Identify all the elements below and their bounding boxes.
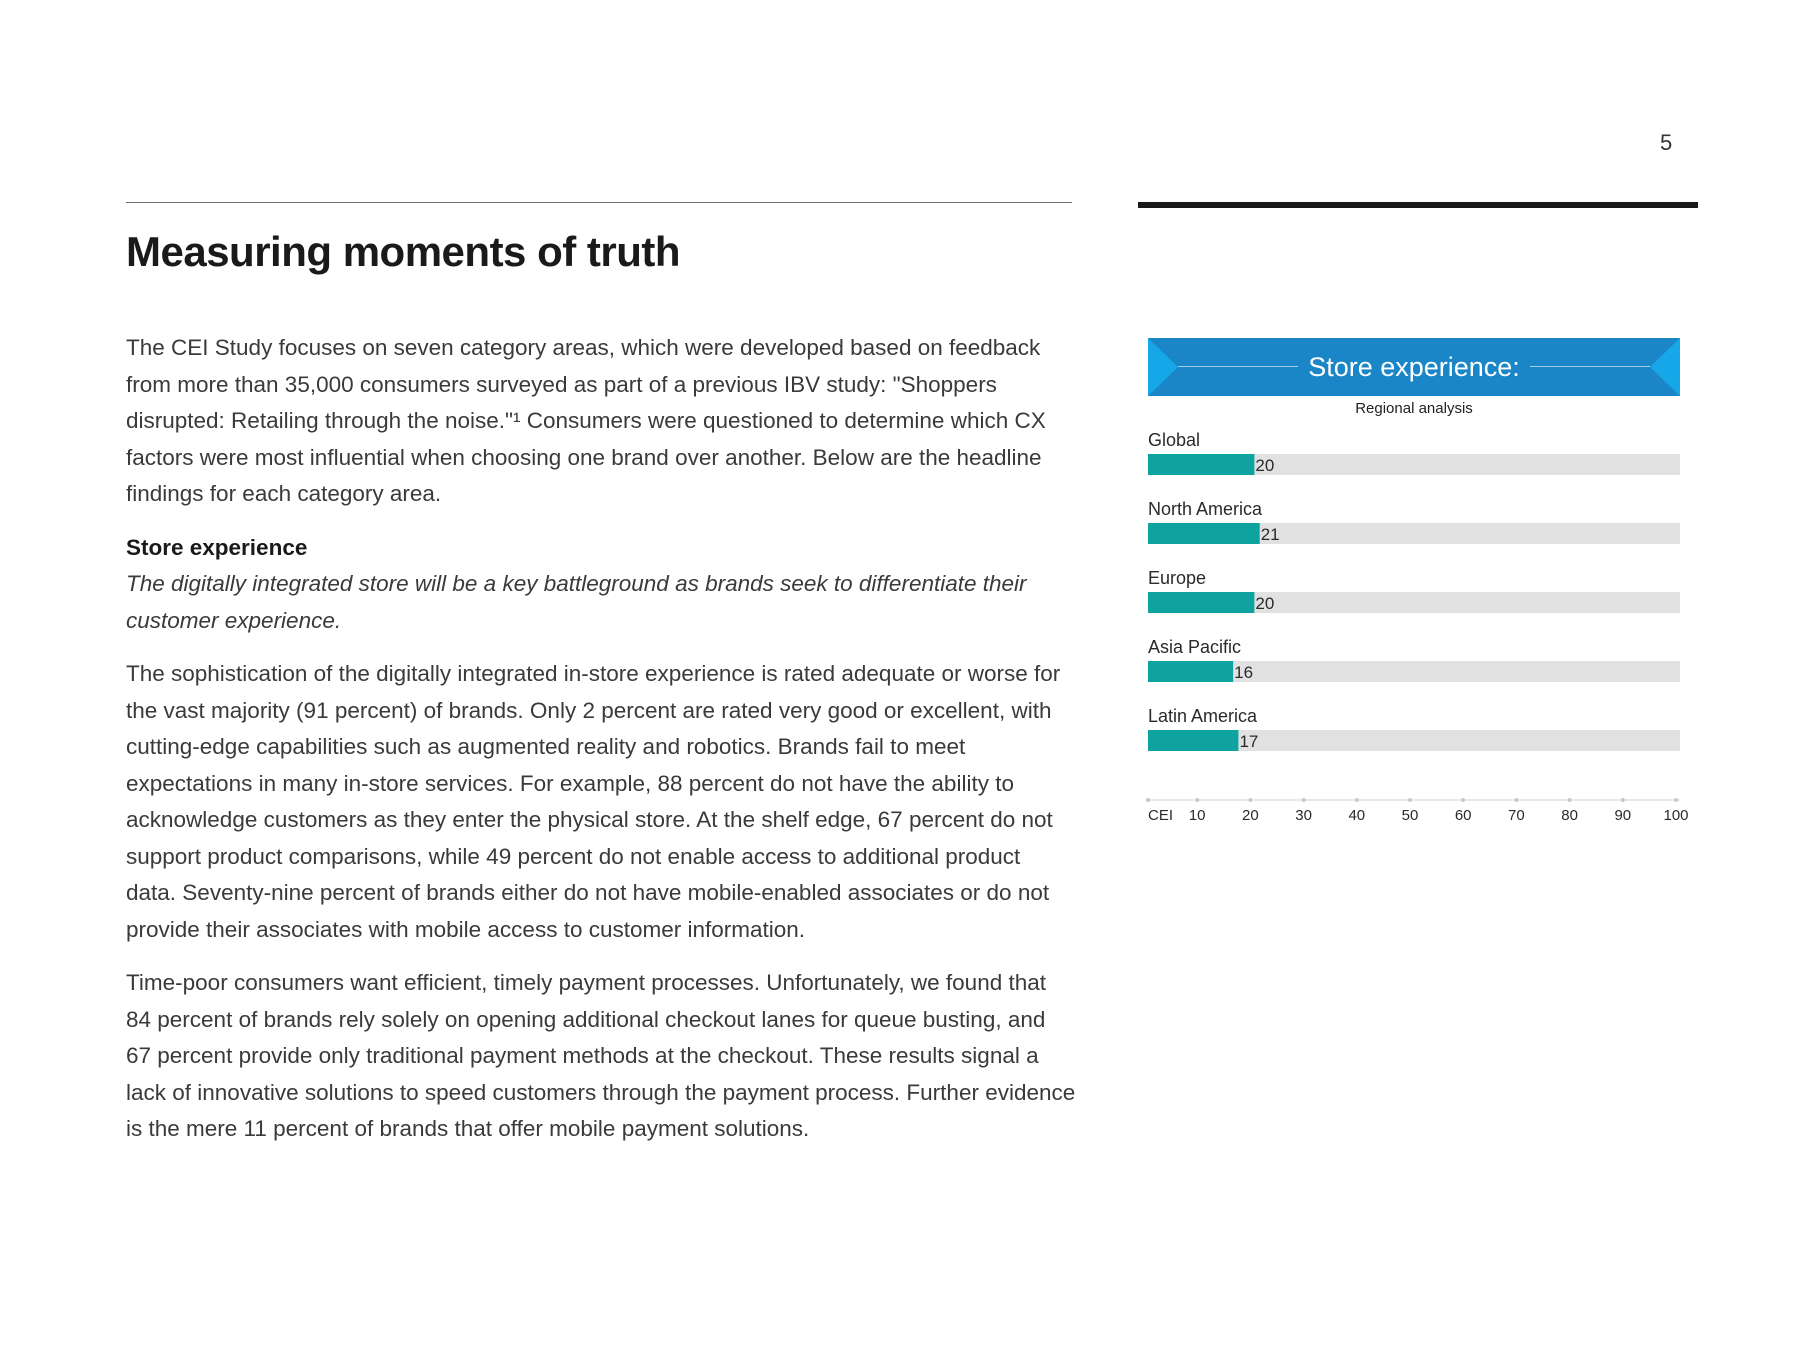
x-axis-tick-label: 70 xyxy=(1508,807,1525,824)
x-axis-tick-label: 40 xyxy=(1348,807,1366,824)
section-lede: The digitally integrated store will be a key battleground as brands seek to differentiate their customer experience. xyxy=(126,571,1027,633)
x-axis-tick xyxy=(1568,798,1572,802)
header-rule-right xyxy=(1138,202,1698,208)
x-axis-tick-label: 20 xyxy=(1242,807,1259,824)
bar xyxy=(1148,592,1254,613)
x-axis-tick xyxy=(1302,798,1306,802)
bar-category-label: Asia Pacific xyxy=(1148,637,1242,657)
x-axis-tick-label: 100 xyxy=(1663,807,1689,824)
x-axis-tick xyxy=(1146,798,1150,802)
bar-value-label: 17 xyxy=(1239,732,1259,751)
bar xyxy=(1148,730,1238,751)
intro-paragraph: The CEI Study focuses on seven category areas, which were developed based on feedback from more than 35,000 consumers surveyed as part of a previous IBV study: "Shoppers disrupted: Retailing through the noise."¹ Consumers were questioned to determine which CX factors were most influential when choosing one brand over another. Below are the headline findings for each category area. xyxy=(126,335,1046,506)
x-axis-tick xyxy=(1674,798,1678,802)
section-heading: Store experience xyxy=(126,534,308,560)
x-axis-tick xyxy=(1514,798,1518,802)
page-number: 5 xyxy=(1660,130,1673,155)
article-body xyxy=(126,330,1076,1165)
chart-plot xyxy=(1148,338,1689,838)
bar-value-label: 16 xyxy=(1234,663,1254,682)
bar-value-label: 21 xyxy=(1260,525,1280,544)
x-axis-tick xyxy=(1408,798,1412,802)
chart-subtitle: Regional analysis xyxy=(1355,400,1473,417)
bar xyxy=(1148,523,1260,544)
header-rule-left xyxy=(126,202,1072,203)
x-axis-tick-label: 30 xyxy=(1295,807,1312,824)
bar-category-label: North America xyxy=(1148,499,1263,519)
x-axis-tick xyxy=(1461,798,1465,802)
bar-category-label: Global xyxy=(1148,430,1201,450)
x-axis-tick-label: 90 xyxy=(1614,807,1632,824)
x-axis-tick xyxy=(1621,798,1625,802)
bar xyxy=(1148,454,1254,475)
page-title: Measuring moments of truth xyxy=(126,228,681,275)
payment-paragraph: Time-poor consumers want efficient, timely payment processes. Unfortunately, we found that 84 percent of brands rely solely on opening additional checkout lanes for queue busting, and 67 percent provide only traditional payment methods at the checkout. These results signal a lack of innovative solutions to speed customers through the payment process. Further evidence is the mere 11 percent of brands that offer mobile payment solutions. xyxy=(126,970,1076,1141)
x-axis-tick xyxy=(1195,798,1199,802)
bar-category-label: Latin America xyxy=(1148,706,1258,726)
bar-value-label: 20 xyxy=(1255,594,1275,613)
x-axis-tick-label: 60 xyxy=(1454,807,1472,824)
store-paragraph: The sophistication of the digitally integrated in-store experience is rated adequate or worse for the vast majority (91 percent) of brands. Only 2 percent are rated very good or excellent, with cutting-edge capabilities such as augmented reality and robotics. Brands fail to meet expectations in many in-store services. For example, 88 percent do not have the ability to acknowledge customers as they enter the physical store. At the shelf edge, 67 percent do not support product comparisons, while 49 percent do not enable access to additional product data. Seventy-nine percent of brands either do not have mobile-enabled associates or do not provide their associates with mobile access to customer information. xyxy=(126,661,1061,942)
regional-analysis-chart xyxy=(1148,338,1689,838)
bar xyxy=(1148,661,1233,682)
x-axis-label: CEI xyxy=(1148,807,1174,824)
bar-value-label: 20 xyxy=(1255,456,1275,475)
chart-title: Store experience: xyxy=(1298,352,1530,382)
bar-category-label: Europe xyxy=(1148,568,1207,588)
x-axis-tick-label: 50 xyxy=(1401,807,1419,824)
x-axis-tick xyxy=(1248,798,1252,802)
x-axis-tick xyxy=(1355,798,1359,802)
x-axis-tick-label: 80 xyxy=(1561,807,1578,824)
x-axis-tick-label: 10 xyxy=(1188,807,1206,824)
